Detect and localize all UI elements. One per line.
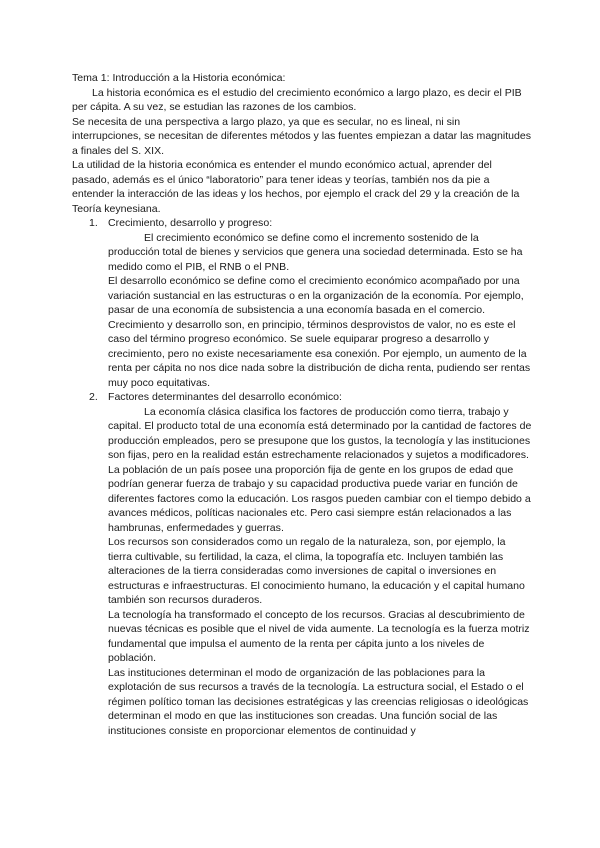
section-paragraph: La economía clásica clasifica los factores de producción como tierra, trabajo y capital. El producto total de una economía está determinado por la cantidad de factores de producción empleados, pero se presupone que los gustos, la tecnología y las instituciones son fijas, pero en la realidad están estrechamente relacionados y sujetos a modificadores. — [108, 405, 532, 461]
section-paragraph: Las instituciones determinan el modo de organización de las poblaciones para la explotación de sus recursos a través de la tecnología. La estructura social, el Estado o el régimen político toman las decisiones estratégicas y las creencias religiosas o ideológicas determinan el modo en que las instituciones son creadas. Una función social de las instituciones consiste en proporcionar elementos de continuidad y — [108, 666, 529, 737]
section-paragraph: Los recursos son considerados como un regalo de la naturaleza, son, por ejemplo, la tierra cultivable, su fertilidad, la caza, el clima, la topografía etc. Incluyen también las alteraciones de la tierra consideradas como inversiones de capital o inversiones en estructuras e infraestructuras. El conocimiento humano, la educación y el capital humano también son recursos duraderos. — [108, 536, 525, 606]
section-1 — [72, 216, 532, 390]
intro-paragraph: Se necesita de una perspectiva a largo plazo, ya que es secular, no es lineal, ni sin interrupciones, se necesitan de diferentes métodos y las fuentes empiezan a datar las magnitudes a finales del S. XIX. — [72, 115, 532, 157]
intro-paragraph: La historia económica es el estudio del crecimiento económico a largo plazo, es decir el PIB per cápita. A su vez, se estudian las razones de los cambios. — [72, 86, 522, 113]
document-title: Tema 1: Introducción a la Historia económica: — [72, 72, 286, 84]
document-body — [72, 71, 532, 738]
section-heading: Crecimiento, desarrollo y progreso: — [108, 217, 273, 229]
section-list — [72, 216, 532, 738]
section-number: 2. — [89, 391, 98, 403]
section-paragraph: La población de un país posee una proporción fija de gente en los grupos de edad que podrían generar fuerza de trabajo y su capacidad productiva puede variar en función de diferentes factores como la educación. Los rasgos pueden cambiar con el tiempo debido a avances médicos, políticas nacionales etc. Pero casi siempre están relacionados a las hambrunas, enfermedades y guerras. — [108, 463, 531, 534]
section-paragraph: El desarrollo económico se define como el crecimiento económico acompañado por una variación sustancial en las estructuras o en la organización de la economía. Por ejemplo, pasar de una economía de subsistencia a una economía basada en el comercio. — [108, 275, 524, 316]
section-paragraph: La tecnología ha transformado el concepto de los recursos. Gracias al descubrimiento de nuevas técnicas es posible que el nivel de vida aumente. La tecnología es la fuerza motriz fundamental que impulsa el aumento de la renta per cápita junto a los niveles de población. — [108, 608, 530, 664]
section-paragraph: El crecimiento económico se define como el incremento sostenido de la producción total de bienes y servicios que genera una sociedad determinada. Esto se ha medido como el PIB, el RNB o el PNB. — [108, 231, 523, 273]
section-2 — [72, 390, 532, 738]
section-paragraph: Crecimiento y desarrollo son, en principio, términos desprovistos de valor, no es este el caso del término progreso económico. Se suele equiparar progreso a desarrollo y crecimiento, pero no existe necesariamente esa conexión. Por ejemplo, un aumento de la renta per cápita no nos dice nada sobre la distribución de dicha renta, pudiendo ser rentas muy poco equitativas. — [108, 318, 531, 389]
section-heading: Factores determinantes del desarrollo económico: — [108, 391, 342, 403]
intro-paragraph: La utilidad de la historia económica es entender el mundo económico actual, aprender del pasado, además es el único “laboratorio” para tener ideas y teorías, también nos da pie a entender la interacción de las ideas y los hechos, por ejemplo el crack del 29 y la creación de la Teoría keynesiana. — [72, 159, 520, 215]
section-number: 1. — [89, 217, 98, 229]
